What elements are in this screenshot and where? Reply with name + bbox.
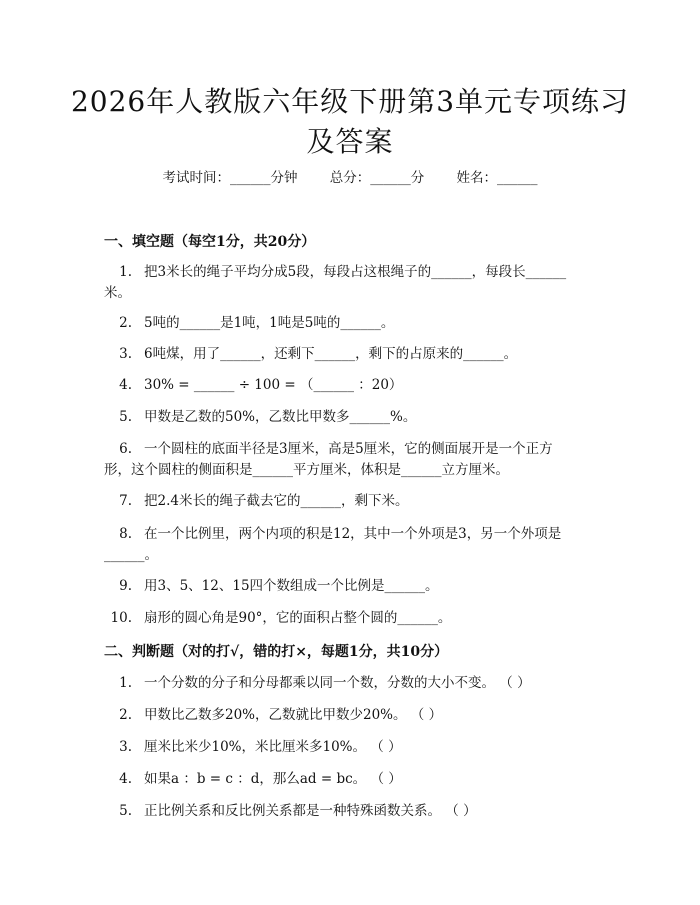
question-text-continued: 形，这个圆柱的侧面积是______平方厘米，体积是______立方厘米。: [104, 462, 509, 478]
question-number: 2.: [119, 315, 132, 331]
question-item: [104, 491, 599, 511]
student-name: 姓名：______: [456, 170, 538, 186]
question-item: [104, 524, 599, 544]
section-heading-fill-in: 一、填空题（每空1分，共20分）: [104, 234, 316, 250]
question-item: [104, 705, 599, 725]
question-number: 4.: [119, 771, 132, 787]
question-continuation: [104, 460, 599, 480]
question-text: 把2.4米长的绳子截去它的______，剩下米。: [144, 493, 409, 509]
exam-meta: [0, 166, 700, 186]
question-number: 3.: [119, 739, 132, 755]
question-item: [104, 313, 599, 333]
question-text-continued: 米。: [104, 285, 131, 301]
question-text: 用3、5、12、15四个数组成一个比例是______。: [144, 578, 439, 594]
question-item: [104, 576, 599, 596]
question-item: [104, 439, 599, 459]
question-item: [104, 673, 599, 693]
question-text-continued: ______。: [104, 547, 158, 563]
question-text: 一个分数的分子和分母都乘以同一个数，分数的大小不变。 （ ）: [144, 675, 531, 691]
question-number: 1.: [119, 675, 132, 691]
question-text: 在一个比例里，两个内项的积是12，其中一个外项是3，另一个外项是: [144, 526, 562, 542]
question-item: [104, 375, 599, 395]
question-number: 10.: [110, 610, 132, 626]
question-item: [104, 769, 599, 789]
question-number: 5.: [119, 803, 132, 819]
question-item: [104, 344, 599, 364]
question-text: 正比例关系和反比例关系都是一种特殊函数关系。 （ ）: [144, 803, 477, 819]
total-score: 总分：______分: [329, 170, 425, 186]
question-text: 30% = ______ ÷ 100 = （______ ：20）: [144, 377, 403, 393]
question-number: 8.: [119, 526, 132, 542]
exam-time: 考试时间：______分钟: [162, 170, 298, 186]
section-heading-true-false: 二、判断题（对的打√，错的打×，每题1分，共10分）: [104, 644, 449, 660]
question-text: 扇形的圆心角是90°，它的面积占整个圆的______。: [144, 610, 452, 626]
question-item: [104, 608, 599, 628]
question-number: 6.: [119, 441, 132, 457]
question-continuation: [104, 545, 599, 565]
question-item: [104, 801, 599, 821]
question-text: 甲数是乙数的50%，乙数比甲数多______%。: [144, 409, 417, 425]
question-item: [104, 407, 599, 427]
page-title-continued: 及答案: [306, 125, 394, 158]
page-title: 2026年人教版六年级下册第3单元专项练习: [70, 85, 630, 118]
question-item: [104, 737, 599, 757]
question-text: 如果a ：b = c ：d，那么ad = bc。 （ ）: [144, 771, 402, 787]
question-number: 9.: [119, 578, 132, 594]
question-continuation: [104, 283, 599, 303]
question-number: 4.: [119, 377, 132, 393]
question-number: 3.: [119, 346, 132, 362]
question-text: 6吨煤，用了______，还剩下______，剩下的占原来的______。: [144, 346, 518, 362]
question-text: 甲数比乙数多20%，乙数就比甲数少20%。 （ ）: [144, 707, 443, 723]
question-number: 7.: [119, 493, 132, 509]
question-text: 5吨的______是1吨，1吨是5吨的______。: [144, 315, 395, 331]
question-number: 1.: [119, 264, 132, 280]
question-item: [104, 262, 599, 282]
question-text: 厘米比米少10%，米比厘米多10%。 （ ）: [144, 739, 402, 755]
question-number: 5.: [119, 409, 132, 425]
question-text: 把3米长的绳子平均分成5段，每段占这根绳子的______，每段长______: [144, 264, 567, 280]
question-text: 一个圆柱的底面半径是3厘米，高是5厘米，它的侧面展开是一个正方: [144, 441, 553, 457]
question-number: 2.: [119, 707, 132, 723]
